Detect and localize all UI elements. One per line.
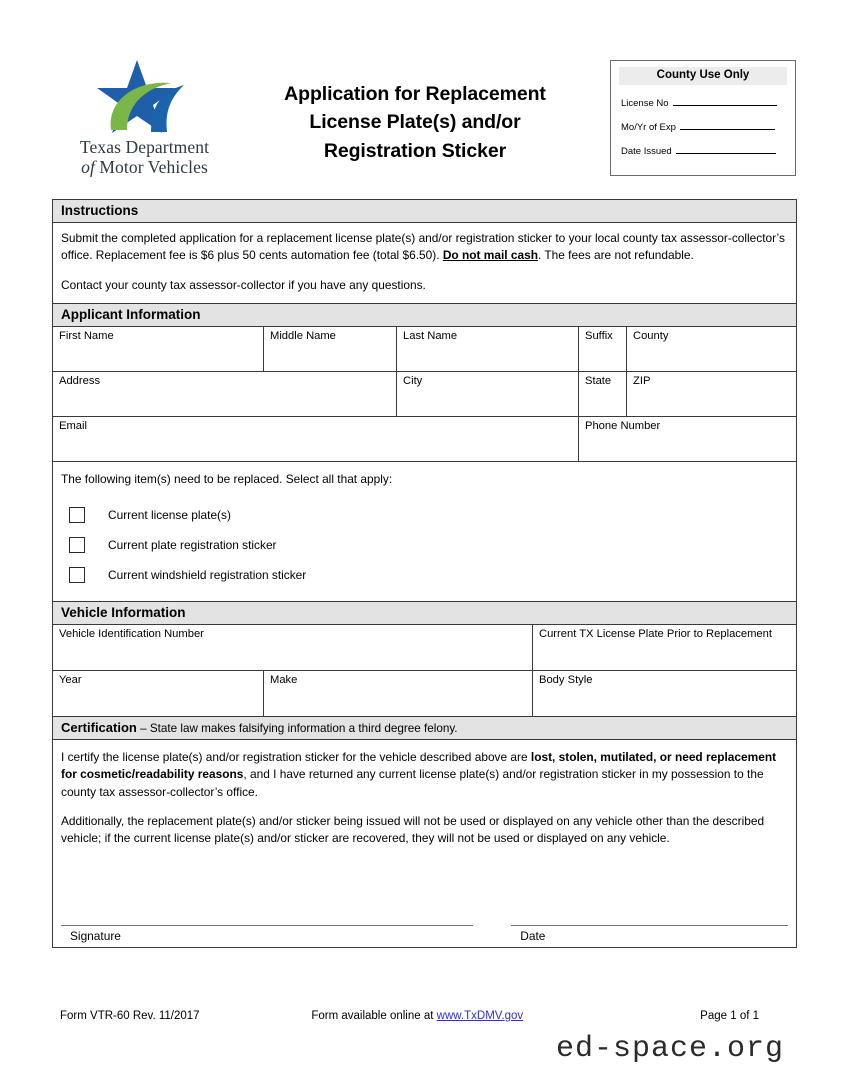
replacement-items-panel [53,462,796,602]
label-middle-name: Middle Name [270,330,336,343]
checkbox-label-current-plate-registration-sticker: Current plate registration sticker [108,538,277,553]
certification-paragraph-1 [61,749,788,801]
certification-p1-emphasis: lost, stolen, mutilated, or need replacement for cosmetic/readability reasons [61,750,777,782]
county-license-no-label: License No [621,98,669,109]
field-zip[interactable] [627,372,795,416]
label-address: Address [59,375,101,388]
certification-heading [53,717,796,740]
logo-line-1: Texas Department [79,137,210,157]
county-moyr-exp-label: Mo/Yr of Exp [621,122,676,133]
applicant-address-row [53,372,796,417]
vehicle-details-row [53,671,796,717]
txdmv-star-swoosh-icon [85,58,205,136]
title-line-3: Registration Sticker [323,139,507,162]
applicant-name-row [53,327,796,372]
county-use-only-box [610,60,796,176]
label-first-name: First Name [59,330,114,343]
field-suffix[interactable] [579,327,627,371]
footer-online-prefix: Form available online at [311,1010,437,1022]
signature-label: Signature [70,929,121,944]
date-label: Date [520,929,546,944]
footer-form-id: Form VTR-60 Rev. 11/2017 [60,1010,200,1022]
label-suffix: Suffix [585,330,613,343]
label-county: County [633,330,669,343]
label-current-tx-plate: Current TX License Plate Prior to Replacement [539,628,772,641]
do-not-mail-cash-emphasis: Do not mail cash [442,248,538,263]
txdmv-logo [62,58,227,177]
certification-heading-note: – State law makes falsifying information a third degree felony. [136,722,458,736]
label-email: Email [59,420,87,433]
page-header [0,0,844,190]
county-date-issued-row [621,133,785,157]
county-license-no-field[interactable] [673,96,777,106]
checkbox-row-windshield-sticker[interactable] [61,560,788,590]
field-last-name[interactable] [397,327,579,371]
vehicle-information-heading: Vehicle Information [53,602,796,625]
label-phone-number: Phone Number [585,420,661,433]
instructions-heading: Instructions [53,200,796,223]
field-current-tx-plate[interactable] [533,625,795,670]
checkbox-row-license-plates[interactable] [61,500,788,530]
field-make[interactable] [264,671,533,716]
field-year[interactable] [53,671,264,716]
replacement-items-intro: The following item(s) need to be replaced. Select all that apply: [61,472,393,487]
county-moyr-exp-row [621,109,785,133]
county-date-issued-label: Date Issued [621,146,672,157]
field-state[interactable] [579,372,627,416]
label-body-style: Body Style [539,674,593,687]
county-license-no-row [621,85,785,109]
instructions-p1-part1: Submit the completed application for a replacement license plate(s) and/or registration sticker to your local county tax assessor-collector’s office. Replacement fee is $6 plus 50 cents automation fee (total $6.50). [61,231,785,263]
field-middle-name[interactable] [264,327,397,371]
checkbox-row-plate-sticker[interactable] [61,530,788,560]
label-vin: Vehicle Identification Number [59,628,204,641]
label-city: City [403,375,423,388]
title-line-2: License Plate(s) and/or [309,111,521,134]
watermark-text: ed-space.org [556,1032,785,1066]
page-footer [52,1010,797,1022]
date-block [511,925,788,943]
field-first-name[interactable] [53,327,264,371]
signature-area [53,925,796,947]
field-body-style[interactable] [533,671,795,716]
checkbox-current-windshield-registration-sticker[interactable] [69,567,85,583]
signature-block [61,925,473,943]
application-form [52,199,797,948]
field-county[interactable] [627,327,795,371]
applicant-information-heading: Applicant Information [53,304,796,327]
field-city[interactable] [397,372,579,416]
county-moyr-exp-field[interactable] [680,120,775,130]
txdmv-website-link[interactable]: www.TxDMV.gov [436,1010,524,1022]
logo-of: of [81,156,95,177]
footer-page-number: Page 1 of 1 [700,1010,759,1022]
logo-motor-vehicles: Motor Vehicles [94,156,208,177]
field-email[interactable] [53,417,579,461]
certification-p1-b: , and I have returned any current license plate(s) and/or registration sticker in my possession to the county tax assessor-collector’s office. [61,767,764,799]
certification-paragraph-2: Additionally, the replacement plate(s) and/or sticker being issued will not be used or displayed on any vehicle other than the described vehicle; if the current license plate(s) and/or sticker are recovered, they will not be used or displayed on any vehicle. [61,813,765,846]
instructions-paragraph-2: Contact your county tax assessor-collector if you have any questions. [61,278,426,293]
logo-line-2 [62,158,227,178]
footer-online-availability [311,1010,586,1022]
certification-heading-word: Certification [61,720,137,736]
instructions-body [53,223,796,304]
checkbox-current-plate-registration-sticker[interactable] [69,537,85,553]
title-line-1: Application for Replacement [284,83,546,105]
county-use-only-title: County Use Only [619,67,787,85]
checkbox-label-current-windshield-registration-sticker: Current windshield registration sticker [108,568,307,583]
field-address[interactable] [53,372,397,416]
county-date-issued-field[interactable] [676,144,776,154]
page-title [240,80,590,165]
instructions-p1-part2: . The fees are not refundable. [538,248,694,263]
field-phone-number[interactable] [579,417,795,461]
checkbox-label-current-license-plates: Current license plate(s) [108,508,231,523]
txdmv-wordmark [62,138,227,177]
field-vin[interactable] [53,625,533,670]
label-state: State [585,375,612,388]
vehicle-vin-row [53,625,796,671]
instructions-paragraph-1 [61,230,788,264]
label-zip: ZIP [633,375,651,388]
certification-p1-a: I certify the license plate(s) and/or registration sticker for the vehicle described above are [61,750,531,765]
checkbox-current-license-plates[interactable] [69,507,85,523]
label-year: Year [59,674,82,687]
label-make: Make [270,674,298,687]
label-last-name: Last Name [403,330,458,343]
applicant-contact-row [53,417,796,462]
certification-body [53,740,796,899]
